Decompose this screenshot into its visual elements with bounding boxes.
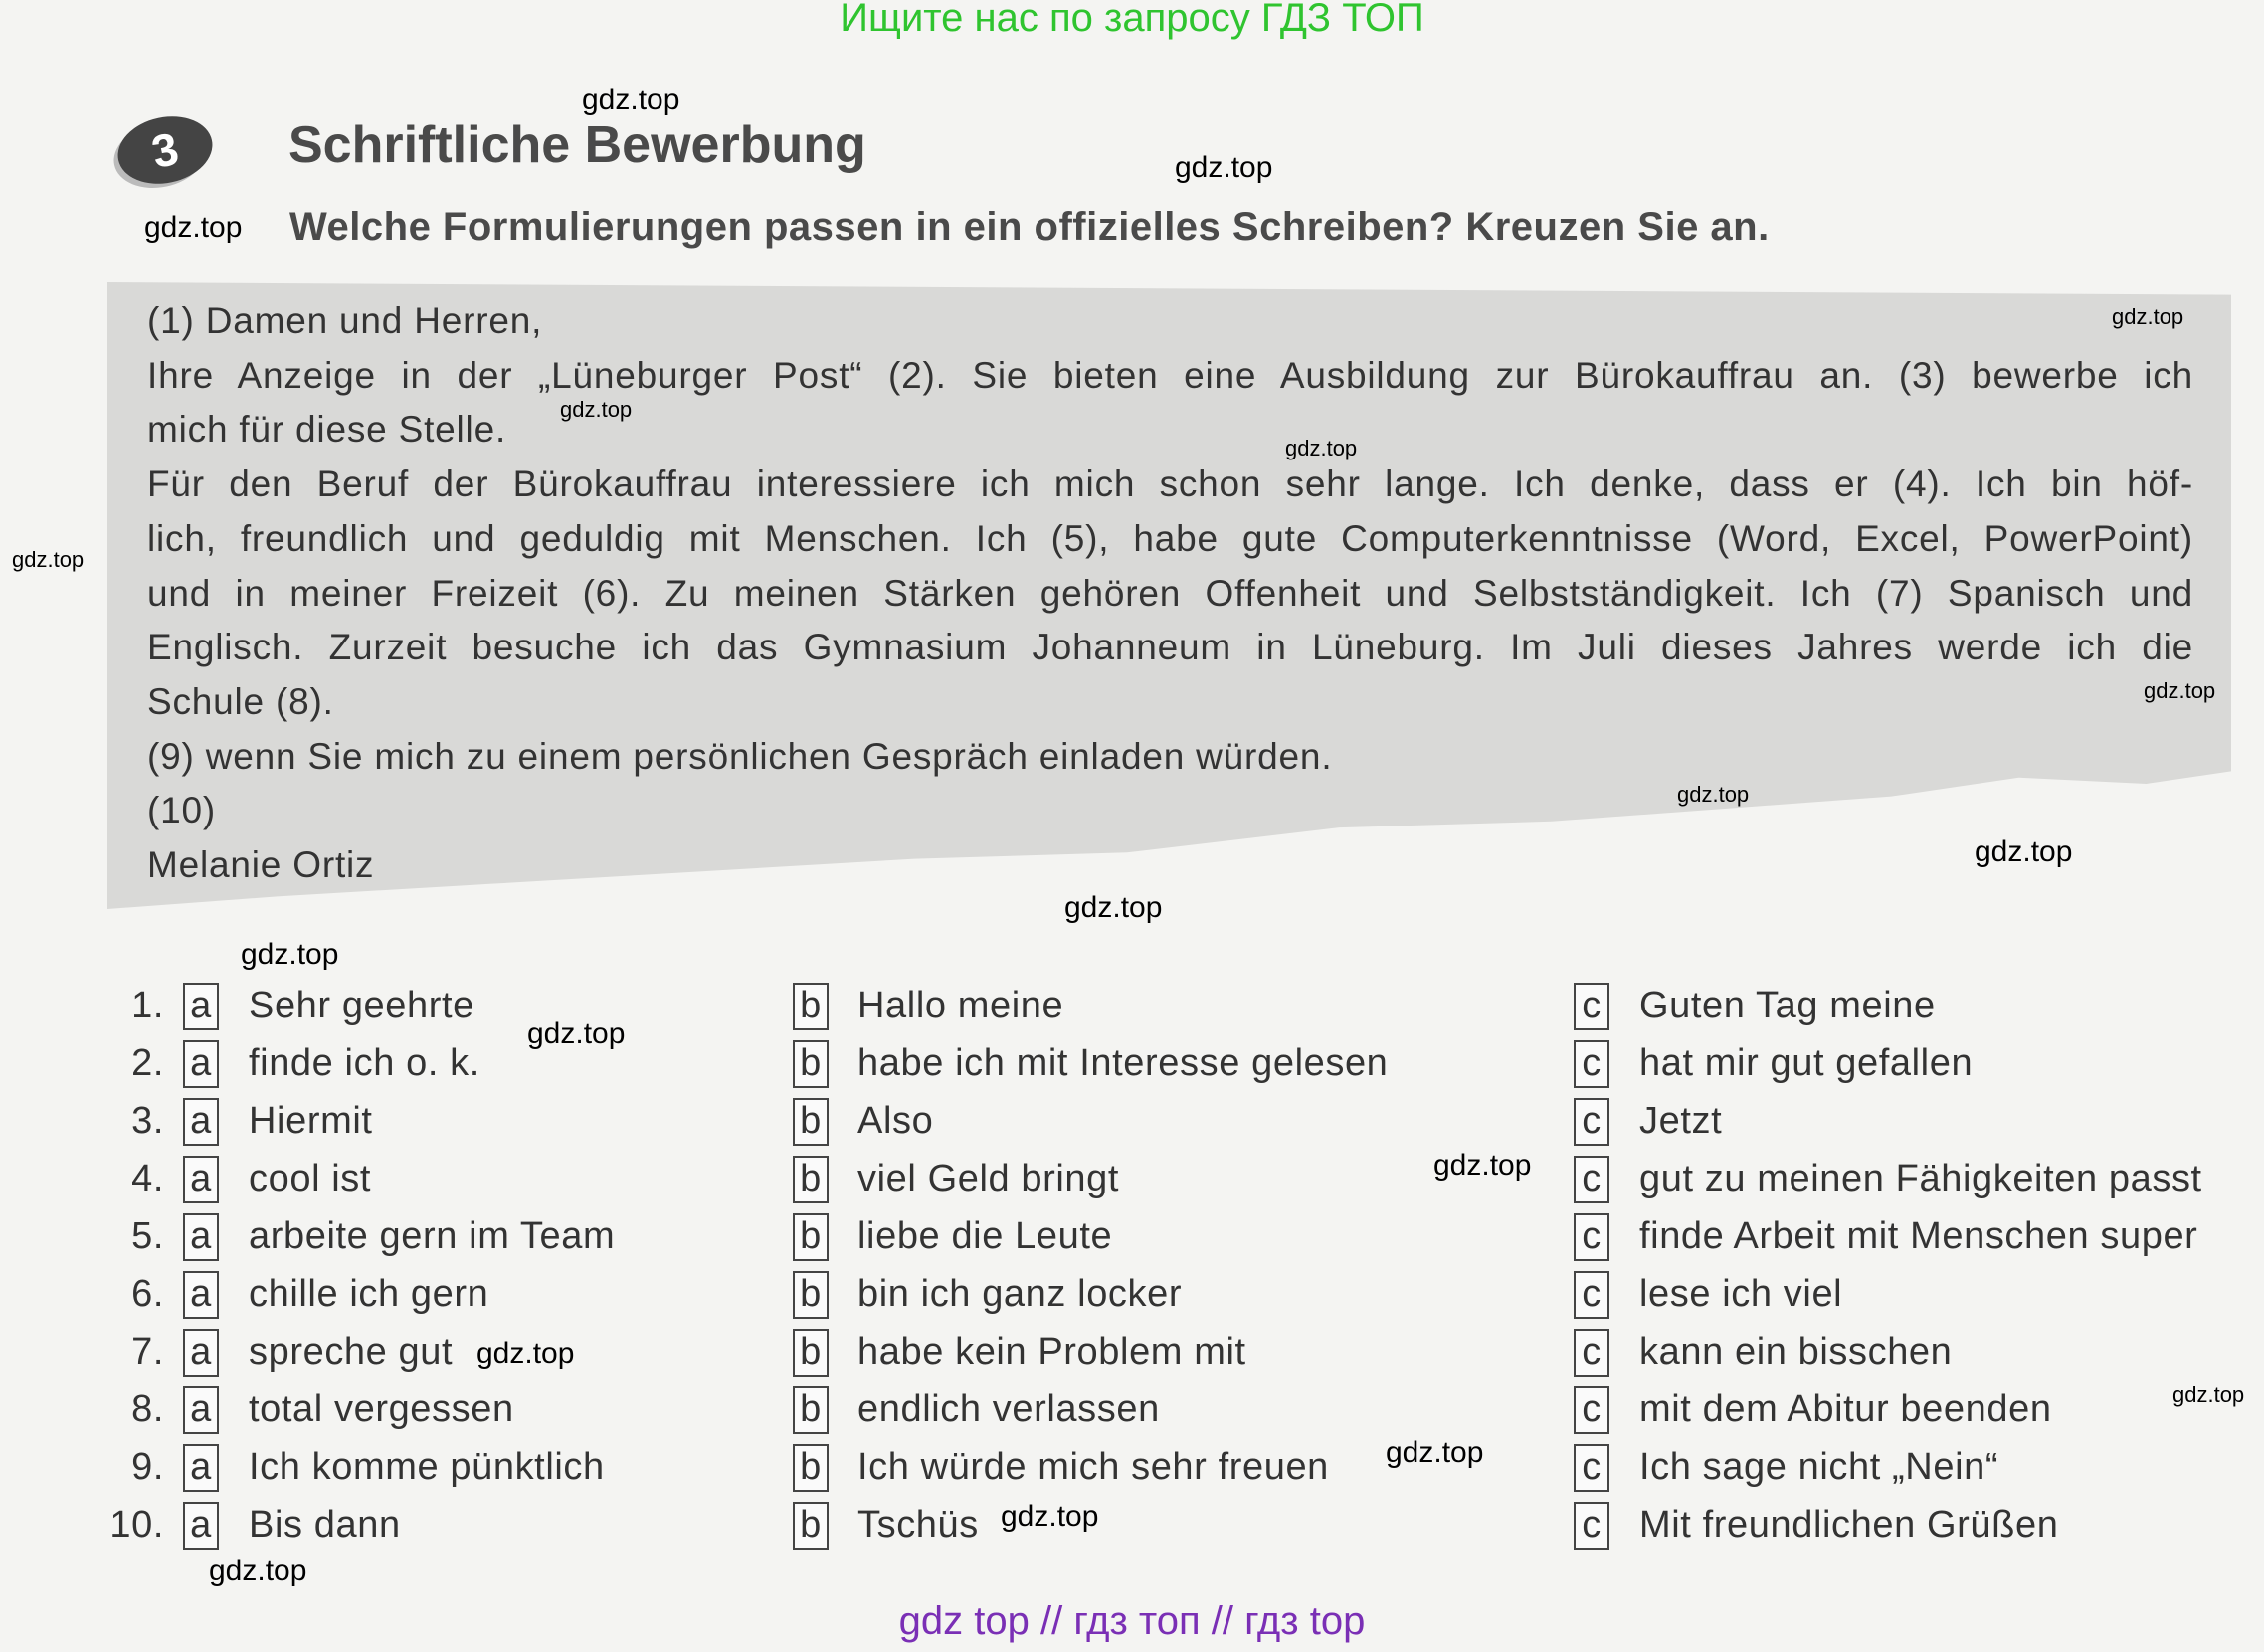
watermark-text: gdz.top: [2144, 678, 2216, 703]
checkbox-a[interactable]: a: [183, 1502, 219, 1550]
option-a-label: spreche gut: [249, 1331, 454, 1373]
option-number: 8.: [131, 1388, 164, 1430]
checkbox-c[interactable]: c: [1574, 983, 1609, 1030]
checkbox-c[interactable]: c: [1574, 1502, 1609, 1550]
option-number: 9.: [131, 1446, 164, 1488]
watermark-text: gdz.top: [582, 84, 680, 116]
watermark-text: gdz.top: [527, 1017, 626, 1050]
option-row: [0, 1273, 2264, 1331]
letter-line: mich für diese Stelle.: [147, 409, 507, 451]
checkbox-a[interactable]: a: [183, 1040, 219, 1088]
option-a-label: Ich komme pünktlich: [249, 1446, 605, 1488]
watermark-text: gdz.top: [209, 1555, 307, 1587]
search-banner-top: Ищите нас по запросу ГДЗ ТОП: [840, 0, 1424, 40]
checkbox-b[interactable]: b: [793, 1444, 829, 1492]
exercise-title: Schriftliche Bewerbung: [288, 116, 866, 174]
watermark-banner-bottom: gdz top // гдз топ // гдз top: [898, 1599, 1366, 1643]
option-b-label: bin ich ganz locker: [857, 1273, 1183, 1315]
letter-line: lich, freundlich und geduldig mit Menschen. Ich (5), habe gute Computerkenntnisse (Word, Excel, PowerPoint): [147, 517, 2193, 559]
checkbox-a[interactable]: a: [183, 983, 219, 1030]
checkbox-b[interactable]: b: [793, 1213, 829, 1261]
option-a-label: finde ich o. k.: [249, 1042, 480, 1084]
checkbox-b[interactable]: b: [793, 1386, 829, 1434]
watermark-text: gdz.top: [1175, 151, 1273, 184]
letter-line: Für den Beruf der Bürokauffrau interessiere ich mich schon sehr lange. Ich denke, dass er (4). Ich bin höf-: [147, 463, 2193, 505]
checkbox-a[interactable]: a: [183, 1098, 219, 1146]
option-number: 10.: [109, 1504, 164, 1546]
option-row: [0, 985, 2264, 1042]
option-a-label: cool ist: [249, 1158, 372, 1199]
checkbox-c[interactable]: c: [1574, 1156, 1609, 1203]
checkbox-b[interactable]: b: [793, 983, 829, 1030]
checkbox-b[interactable]: b: [793, 1156, 829, 1203]
checkbox-b[interactable]: b: [793, 1271, 829, 1319]
watermark-text: gdz.top: [241, 938, 339, 971]
option-b-label: habe kein Problem mit: [857, 1331, 1246, 1373]
option-a-label: arbeite gern im Team: [249, 1215, 616, 1257]
option-number: 7.: [131, 1331, 164, 1373]
option-a-label: total vergessen: [249, 1388, 514, 1430]
checkbox-b[interactable]: b: [793, 1329, 829, 1377]
option-b-label: Hallo meine: [857, 985, 1064, 1026]
letter-line: (10): [147, 790, 216, 831]
option-b-label: Ich würde mich sehr freuen: [857, 1446, 1329, 1488]
option-row: [0, 1100, 2264, 1158]
option-b-label: endlich verlassen: [857, 1388, 1160, 1430]
letter-line: und in meiner Freizeit (6). Zu meinen Stärken gehören Offenheit und Selbstständigkeit. Ich (7) Spanisch und: [147, 572, 2193, 614]
checkbox-b[interactable]: b: [793, 1098, 829, 1146]
option-row: [0, 1331, 2264, 1388]
checkbox-a[interactable]: a: [183, 1213, 219, 1261]
checkbox-b[interactable]: b: [793, 1502, 829, 1550]
application-letter: [147, 294, 2193, 893]
checkbox-c[interactable]: c: [1574, 1329, 1609, 1377]
letter-line: Englisch. Zurzeit besuche ich das Gymnasium Johanneum in Lüneburg. Im Juli dieses Jahres werde ich die: [147, 627, 2193, 668]
watermark-text: gdz.top: [1001, 1500, 1099, 1533]
exercise-number-badge: 3: [111, 108, 219, 193]
option-number: 2.: [131, 1042, 164, 1084]
option-number: 6.: [131, 1273, 164, 1315]
checkbox-c[interactable]: c: [1574, 1386, 1609, 1434]
checkbox-c[interactable]: c: [1574, 1098, 1609, 1146]
option-b-label: Also: [857, 1100, 934, 1142]
watermark-text: gdz.top: [1285, 436, 1358, 460]
checkbox-c[interactable]: c: [1574, 1444, 1609, 1492]
watermark-text: gdz.top: [560, 397, 633, 422]
option-number: 3.: [131, 1100, 164, 1142]
letter-line: Ihre Anzeige in der „Lüneburger Post“ (2). Sie bieten eine Ausbildung zur Bürokauffrau an. (3) bewerbe ich: [147, 354, 2193, 396]
watermark-text: gdz.top: [1433, 1149, 1532, 1182]
option-row: [0, 1215, 2264, 1273]
watermark-text: gdz.top: [476, 1337, 575, 1370]
watermark-text: gdz.top: [1677, 782, 1750, 807]
option-c-label: kann ein bisschen: [1639, 1331, 1953, 1373]
option-a-label: Hiermit: [249, 1100, 373, 1142]
option-c-label: mit dem Abitur beenden: [1639, 1388, 2052, 1430]
option-b-label: liebe die Leute: [857, 1215, 1113, 1257]
letter-signature: Melanie Ortiz: [147, 844, 375, 886]
checkbox-c[interactable]: c: [1574, 1213, 1609, 1261]
letter-line: (1) Damen und Herren,: [147, 300, 543, 341]
checkbox-c[interactable]: c: [1574, 1040, 1609, 1088]
letter-line: Schule (8).: [147, 680, 334, 722]
option-number: 1.: [131, 985, 164, 1026]
option-row: [0, 1388, 2264, 1446]
watermark-text: gdz.top: [2112, 304, 2184, 329]
option-a-label: Bis dann: [249, 1504, 401, 1546]
option-a-label: Sehr geehrte: [249, 985, 474, 1026]
checkbox-a[interactable]: a: [183, 1386, 219, 1434]
option-b-label: habe ich mit Interesse gelesen: [857, 1042, 1389, 1084]
checkbox-b[interactable]: b: [793, 1040, 829, 1088]
checkbox-a[interactable]: a: [183, 1329, 219, 1377]
option-b-label: viel Geld bringt: [857, 1158, 1120, 1199]
checkbox-a[interactable]: a: [183, 1156, 219, 1203]
option-row: [0, 1504, 2264, 1561]
option-b-label: Tschüs: [857, 1504, 979, 1546]
exercise-instruction: Welche Formulierungen passen in ein offizielles Schreiben? Kreuzen Sie an.: [289, 205, 1770, 249]
option-number: 4.: [131, 1158, 164, 1199]
checkbox-c[interactable]: c: [1574, 1271, 1609, 1319]
option-row: [0, 1158, 2264, 1215]
option-c-label: gut zu meinen Fähigkeiten passt: [1639, 1158, 2202, 1199]
letter-line: (9) wenn Sie mich zu einem persönlichen Gespräch einladen würden.: [147, 735, 1333, 777]
option-c-label: Mit freundlichen Grüßen: [1639, 1504, 2059, 1546]
option-row: [0, 1042, 2264, 1100]
watermark-text: gdz.top: [2172, 1382, 2245, 1407]
watermark-text: gdz.top: [144, 211, 243, 244]
option-c-label: Guten Tag meine: [1639, 985, 1936, 1026]
option-a-label: chille ich gern: [249, 1273, 489, 1315]
watermark-text: gdz.top: [1386, 1436, 1484, 1469]
watermark-text: gdz.top: [1975, 835, 2073, 868]
option-c-label: lese ich viel: [1639, 1273, 1843, 1315]
checkbox-a[interactable]: a: [183, 1271, 219, 1319]
option-c-label: Jetzt: [1639, 1100, 1723, 1142]
checkbox-a[interactable]: a: [183, 1444, 219, 1492]
watermark-text: gdz.top: [1064, 891, 1163, 924]
option-c-label: hat mir gut gefallen: [1639, 1042, 1974, 1084]
option-row: [0, 1446, 2264, 1504]
option-c-label: Ich sage nicht „Nein“: [1639, 1446, 1999, 1488]
option-c-label: finde Arbeit mit Menschen super: [1639, 1215, 2198, 1257]
option-number: 5.: [131, 1215, 164, 1257]
watermark-text: gdz.top: [12, 547, 85, 572]
